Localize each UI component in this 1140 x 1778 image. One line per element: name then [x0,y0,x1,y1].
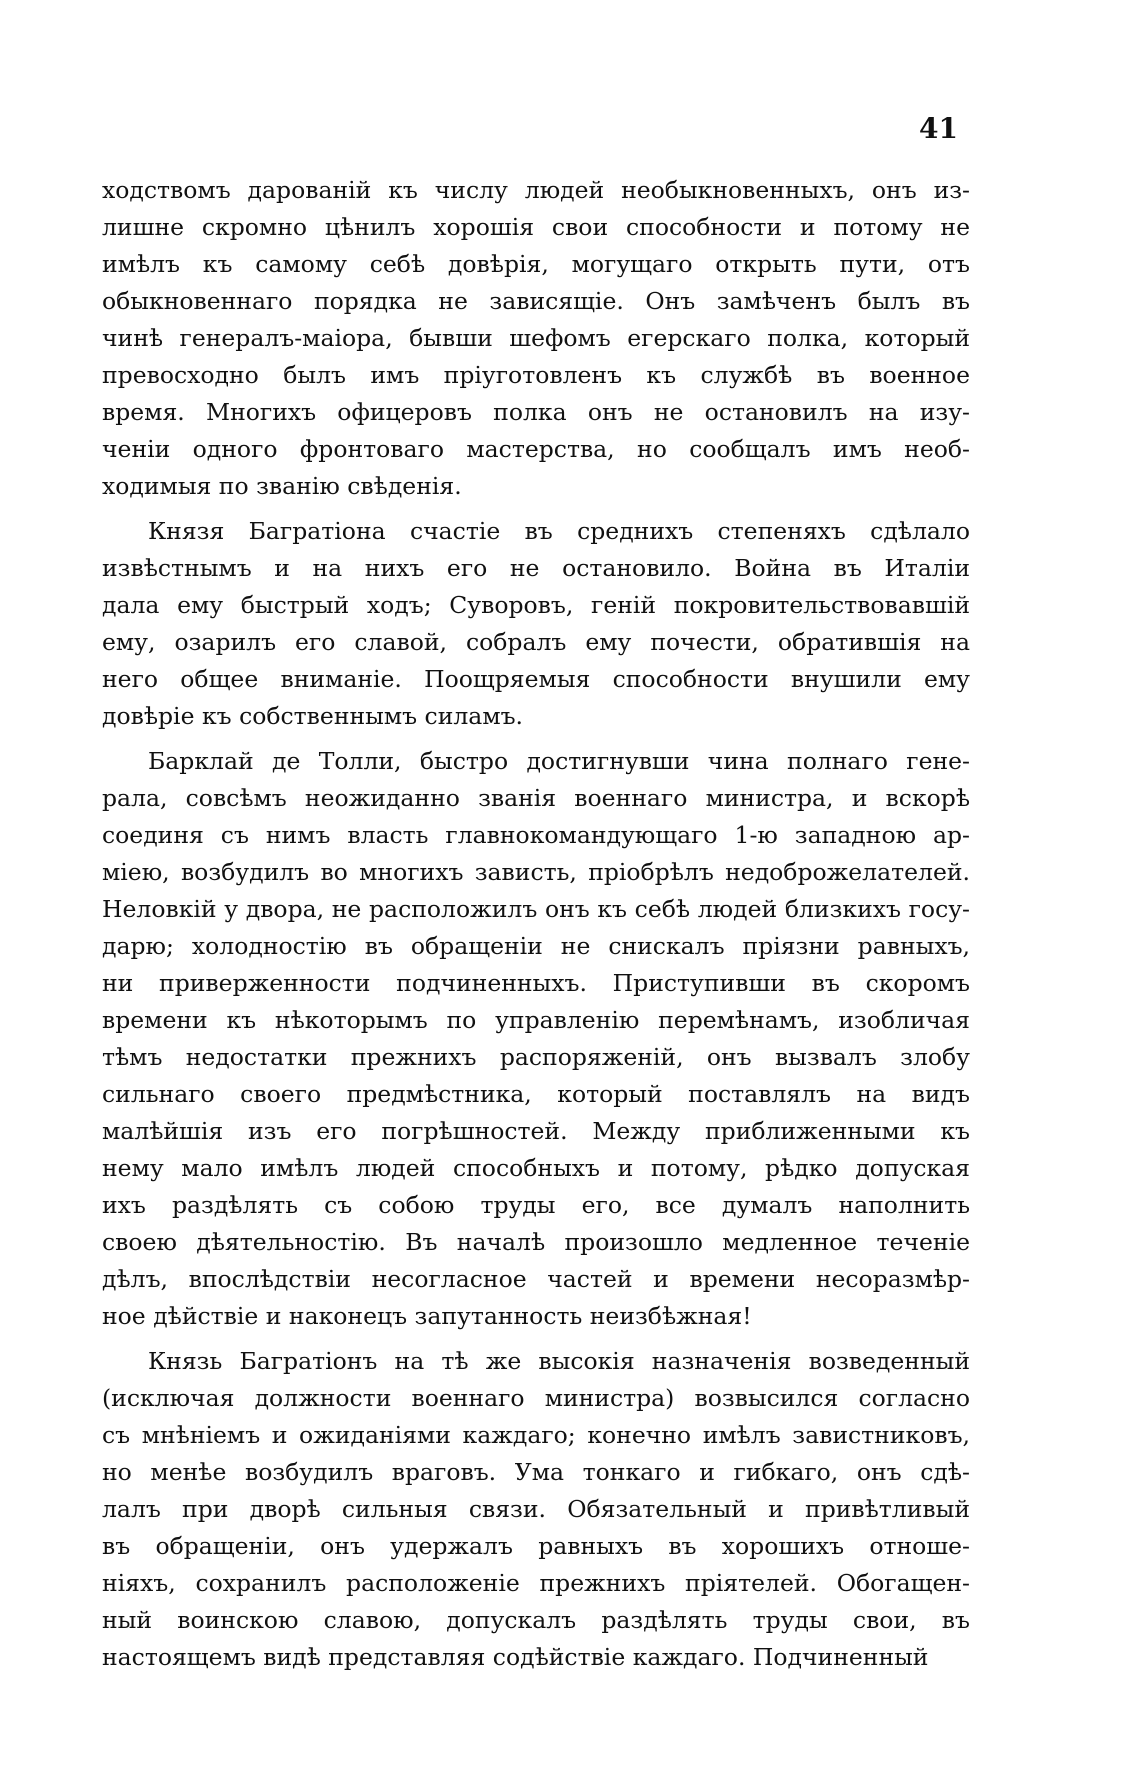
text-line: лалъ при дворѣ сильныя связи. Обязательный и привѣтливый [102,1495,970,1523]
text-line: ему, озарилъ его славой, собралъ ему почести, обратившія на [102,628,970,656]
paragraph [102,743,970,1335]
text-line: ное дѣйствіе и наконецъ запутанность неизбѣжная! [102,1302,752,1330]
text-line: извѣстнымъ и на нихъ его не остановило. Война въ Италіи [102,554,970,582]
text-line: времени къ нѣкоторымъ по управленію перемѣнамъ, изобличая [102,1006,970,1034]
text-line: чинѣ генералъ-маіора, бывши шефомъ егерскаго полка, который [102,324,970,352]
text-line: него общее вниманіе. Поощряемыя способности внушили ему [102,665,970,693]
text-line: но менѣе возбудилъ враговъ. Ума тонкаго и гибкаго, онъ сдѣ- [102,1458,970,1486]
text-line: ніяхъ, сохранилъ расположеніе прежнихъ пріятелей. Обогащен- [102,1569,970,1597]
text-line: міею, возбудилъ во многихъ зависть, пріобрѣлъ недоброжелателей. [102,858,970,886]
text-line: время. Многихъ офицеровъ полка онъ не остановилъ на изу- [102,398,970,426]
text-line: лишне скромно цѣнилъ хорошія свои способности и потому не [102,213,970,241]
text-line: дала ему быстрый ходъ; Суворовъ, геній покровительствовавшій [102,591,970,619]
page-number: 41 [919,112,958,145]
text-line: въ обращеніи, онъ удержалъ равныхъ въ хорошихъ отноше- [102,1532,970,1560]
text-line: нему мало имѣлъ людей способныхъ и потому, рѣдко допуская [102,1154,970,1182]
text-line: соединя съ нимъ власть главнокомандующаго 1-ю западною ар- [102,821,970,849]
text-line: своею дѣятельностію. Въ началѣ произошло медленное теченіе [102,1228,970,1256]
text-line: ни приверженности подчиненныхъ. Приступивши въ скоромъ [102,969,970,997]
text-line: довѣріе къ собственнымъ силамъ. [102,702,524,730]
paragraph [102,1343,970,1676]
text-line: рала, совсѣмъ неожиданно званія военнаго министра, и вскорѣ [102,784,970,812]
text-line: ихъ раздѣлять съ собою труды его, все думалъ наполнить [102,1191,970,1219]
text-line: ходимыя по званію свѣденія. [102,472,462,500]
text-line: сильнаго своего предмѣстника, который поставлялъ на видъ [102,1080,970,1108]
text-line: ходствомъ дарованій къ числу людей необыкновенныхъ, онъ из- [102,176,970,204]
text-line: Князя Багратіона счастіе въ среднихъ степеняхъ сдѣлало [148,517,970,545]
body-text [102,172,970,1684]
text-line: ный воинскою славою, допускалъ раздѣлять труды свои, въ [102,1606,970,1634]
paragraph [102,513,970,735]
text-line: тѣмъ недостатки прежнихъ распоряженій, онъ вызвалъ злобу [102,1043,970,1071]
text-line: (исключая должности военнаго министра) возвысился согласно [102,1384,970,1412]
text-line: имѣлъ къ самому себѣ довѣрія, могущаго открыть пути, отъ [102,250,970,278]
text-line: превосходно былъ имъ пріуготовленъ къ службѣ въ военное [102,361,970,389]
text-line: дарю; холодностію въ обращеніи не снискалъ пріязни равныхъ, [102,932,970,960]
text-line: настоящемъ видѣ представляя содѣйствіе каждаго. Подчиненный [102,1643,929,1671]
text-line: Барклай де Толли, быстро достигнувши чина полнаго гене- [148,747,970,775]
text-line: малѣйшія изъ его погрѣшностей. Между приближенными къ [102,1117,970,1145]
paragraph [102,172,970,505]
text-line: ченіи одного фронтоваго мастерства, но сообщалъ имъ необ- [102,435,970,463]
text-line: Князь Багратіонъ на тѣ же высокія назначенія возведенный [148,1347,970,1375]
text-line: обыкновеннаго порядка не зависящіе. Онъ замѣченъ былъ въ [102,287,970,315]
text-line: дѣлъ, впослѣдствіи несогласное частей и времени несоразмѣр- [102,1265,970,1293]
text-line: Неловкій у двора, не расположилъ онъ къ себѣ людей близкихъ госу- [102,895,970,923]
text-line: съ мнѣніемъ и ожиданіями каждаго; конечно имѣлъ завистниковъ, [102,1421,970,1449]
